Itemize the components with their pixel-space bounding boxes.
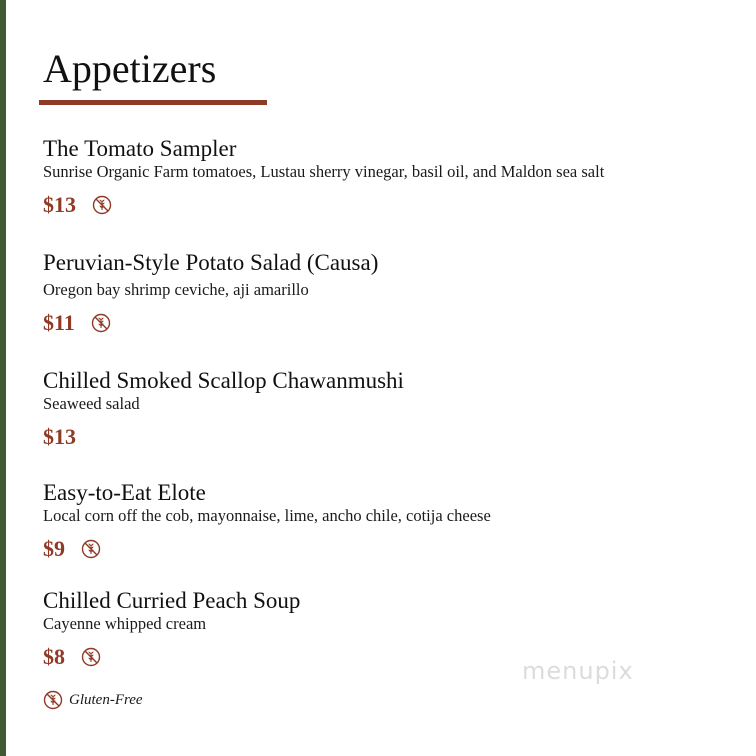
item-name: Chilled Curried Peach Soup — [43, 588, 301, 613]
legend-label: Gluten-Free — [69, 691, 143, 708]
item-description: Cayenne whipped cream — [43, 614, 207, 633]
item-price: $11 — [43, 310, 75, 335]
page-title: Appetizers — [43, 46, 217, 91]
price-row — [43, 424, 733, 450]
side-accent-bar — [0, 0, 6, 756]
menu-item-scallop-chawanmushi — [43, 368, 733, 450]
item-price: $13 — [43, 424, 76, 449]
item-name: Easy-to-Eat Elote — [43, 480, 206, 505]
gluten-free-icon — [43, 690, 63, 710]
item-name: Chilled Smoked Scallop Chawanmushi — [43, 368, 404, 393]
menu-item-tomato-sampler — [43, 136, 733, 218]
item-price: $13 — [43, 192, 76, 217]
gluten-free-icon — [92, 195, 112, 215]
title-underline — [39, 100, 267, 105]
price-row — [43, 310, 733, 336]
item-description: Local corn off the cob, mayonnaise, lime, ancho chile, cotija cheese — [43, 506, 491, 525]
item-description: Seaweed salad — [43, 394, 140, 413]
item-name: The Tomato Sampler — [43, 136, 237, 161]
gluten-free-icon — [91, 313, 111, 333]
gluten-free-icon — [81, 539, 101, 559]
item-price: $8 — [43, 644, 65, 669]
item-name: Peruvian-Style Potato Salad (Causa) — [43, 250, 379, 275]
watermark: menupix — [522, 657, 634, 685]
item-description: Oregon bay shrimp ceviche, aji amarillo — [43, 280, 309, 299]
item-description: Sunrise Organic Farm tomatoes, Lustau sherry vinegar, basil oil, and Maldon sea salt — [43, 162, 605, 181]
gluten-free-icon — [81, 647, 101, 667]
item-price: $9 — [43, 536, 65, 561]
price-row — [43, 192, 733, 218]
menu-item-elote — [43, 480, 733, 562]
menu-item-potato-salad — [43, 250, 733, 336]
price-row — [43, 536, 733, 562]
gluten-free-legend — [43, 690, 143, 710]
